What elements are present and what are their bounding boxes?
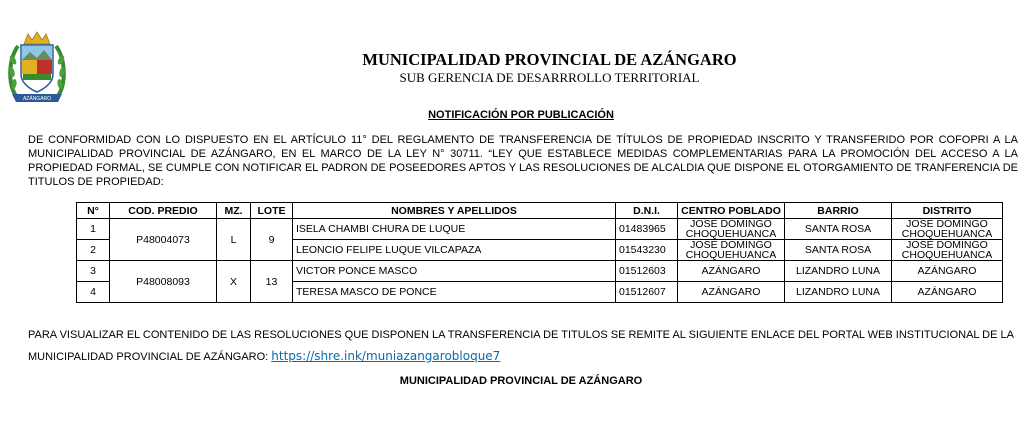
cell-barrio: SANTA ROSA	[785, 219, 892, 240]
resolutions-link[interactable]: https://shre.ink/muniazangarobloque7	[271, 349, 501, 363]
col-header-number: N°	[77, 203, 110, 219]
col-header-mz: MZ.	[217, 203, 251, 219]
resolutions-paragraph	[28, 325, 1018, 368]
notice-body: DE CONFORMIDAD CON LO DISPUESTO EN EL ARTÍCULO 11° DEL REGLAMENTO DE TRANSFERENCIA DE TÍTULOS DE PROPIEDAD INSCRITO Y TRANSFERIDO POR COFOPRI A LA MUNICIPALIDAD PROVINCIAL DE AZÁNGARO, EN EL MARCO DE LA LEY N° 30711. “LEY QUE ESTABLECE MEDIDAS COMPLEMENTARIAS PARA LA PROMOCIÓN DEL ACCESO A LA PROPIEDAD FORMAL, SE CUMPLE CON NOTIFICAR EL PADRON DE POSEEDORES APTOS Y LAS RESOLUCIONES DE ALCALDIA QUE DISPONE EL OTORGAMIENTO DE TRANFERENCIA DE TITULOS DE PROPIEDAD:	[28, 134, 1018, 188]
cell-barrio: LIZANDRO LUNA	[785, 261, 892, 282]
col-header-lote: LOTE	[251, 203, 293, 219]
beneficiaries-table	[76, 202, 1003, 303]
resolutions-text: PARA VISUALIZAR EL CONTENIDO DE LAS RESOLUCIONES QUE DISPONEN LA TRANSFERENCIA DE TITULOS SE REMITE AL SIGUIENTE ENLACE DEL PORTAL WEB INSTITUCIONAL DE LA MUNICIPALIDAD PROVINCIAL DE AZÁNGARO:	[28, 329, 1014, 363]
col-header-barrio: BARRIO	[785, 203, 892, 219]
cell-name: ISELA CHAMBI CHURA DE LUQUE	[293, 219, 616, 240]
cell-number: 2	[77, 240, 110, 261]
cell-mz: L	[217, 219, 251, 261]
col-header-names: NOMBRES Y APELLIDOS	[293, 203, 616, 219]
cell-name: TERESA MASCO DE PONCE	[293, 282, 616, 303]
cell-dni: 01483965	[616, 219, 678, 240]
cell-number: 3	[77, 261, 110, 282]
cell-centro-poblado: AZÁNGARO	[678, 282, 785, 303]
cell-distrito: JOSE DOMINGO CHOQUEHUANCA	[892, 219, 1003, 240]
col-header-dni: D.N.I.	[616, 203, 678, 219]
cell-lote: 9	[251, 219, 293, 261]
cell-centro-poblado: JOSE DOMINGO CHOQUEHUANCA	[678, 240, 785, 261]
logo-caption: AZÁNGARO	[22, 96, 52, 102]
cell-number: 4	[77, 282, 110, 303]
cell-barrio: LIZANDRO LUNA	[785, 282, 892, 303]
cell-number: 1	[77, 219, 110, 240]
notice-heading: NOTIFICACIÓN POR PUBLICACIÓN	[428, 109, 614, 121]
municipality-signature: MUNICIPALIDAD PROVINCIAL DE AZÁNGARO	[399, 375, 643, 387]
cell-name: VICTOR PONCE MASCO	[293, 261, 616, 282]
cell-cod-predio: P48004073	[110, 219, 217, 261]
cell-lote: 13	[251, 261, 293, 303]
cell-dni: 01543230	[616, 240, 678, 261]
col-header-distrito: DISTRITO	[892, 203, 1003, 219]
cell-distrito: AZÁNGARO	[892, 261, 1003, 282]
table-row	[77, 261, 1003, 282]
department-subtitle: SUB GERENCIA DE DESARRROLLO TERRITORIAL	[399, 70, 700, 85]
cell-cod-predio: P48008093	[110, 261, 217, 303]
cell-mz: X	[217, 261, 251, 303]
cell-centro-poblado: AZÁNGARO	[678, 261, 785, 282]
col-header-cod-predio: COD. PREDIO	[110, 203, 217, 219]
table-row	[77, 219, 1003, 240]
col-header-centro-poblado: CENTRO POBLADO	[678, 203, 785, 219]
cell-distrito: JOSE DOMINGO CHOQUEHUANCA	[892, 240, 1003, 261]
cell-barrio: SANTA ROSA	[785, 240, 892, 261]
cell-distrito: AZÁNGARO	[892, 282, 1003, 303]
table-header-row	[77, 203, 1003, 219]
cell-dni: 01512603	[616, 261, 678, 282]
cell-dni: 01512607	[616, 282, 678, 303]
cell-centro-poblado: JOSE DOMINGO CHOQUEHUANCA	[678, 219, 785, 240]
municipality-title: MUNICIPALIDAD PROVINCIAL DE AZÁNGARO	[362, 50, 737, 69]
cell-name: LEONCIO FELIPE LUQUE VILCAPAZA	[293, 240, 616, 261]
